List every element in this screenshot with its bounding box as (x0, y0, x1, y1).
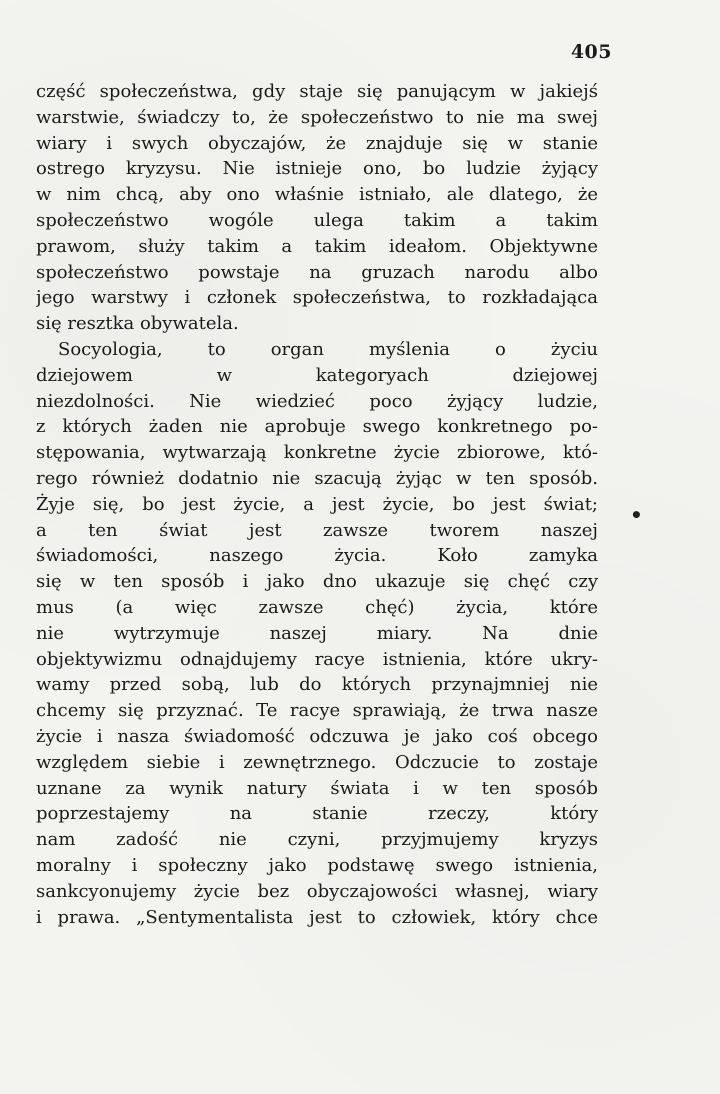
text-line: niezdolności. Nie wiedzieć poco żyjący ludzie, (36, 390, 598, 412)
text-line: Socyologia, to organ myślenia o życiu (58, 338, 598, 360)
text-line: i prawa. „Sentymentalista jest to człowiek, który chce (36, 906, 598, 928)
text-line: ostrego kryzysu. Nie istnieje ono, bo ludzie żyjący (36, 158, 598, 180)
text-line: społeczeństwo powstaje na gruzach narodu albo (36, 261, 598, 283)
text-line: część społeczeństwa, gdy staje się panującym w jakiejś (36, 81, 598, 102)
margin-mark: • (630, 503, 643, 527)
body-text (36, 79, 598, 930)
text-line: chcemy się przyznać. Te racye sprawiają, że trwa nasze (36, 700, 598, 722)
text-line: w nim chcą, aby ono właśnie istniało, ale dlatego, że (36, 184, 598, 206)
text-line: społeczeństwo wogóle ulega takim a takim (36, 209, 598, 231)
text-line: jego warstwy i członek społeczeństwa, to rozkładająca (36, 287, 598, 309)
text-line: warstwie, świadczy to, że społeczeństwo to nie ma swej (36, 106, 598, 128)
text-line: objektywizmu odnajdujemy racye istnienia, które ukry- (36, 648, 598, 670)
text-line: stępowania, wytwarzają konkretne życie zbiorowe, któ- (36, 442, 598, 464)
text-line: prawom, służy takim a takim ideałom. Objektywne (36, 235, 598, 257)
text-line: nam zadość nie czyni, przyjmujemy kryzys (36, 829, 598, 851)
text-line: względem siebie i zewnętrznego. Odczucie to zostaje (36, 751, 598, 773)
text-line: się w ten sposób i jako dno ukazuje się chęć czy (36, 571, 598, 593)
text-line: dziejowem w kategoryach dziejowej (36, 364, 598, 386)
text-line: mus (a więc zawsze chęć) życia, które (36, 596, 598, 618)
page-number: 405 (570, 41, 612, 63)
text-line: się resztka obywatela. (36, 313, 239, 335)
text-line: moralny i społeczny jako podstawę swego istnienia, (36, 854, 598, 876)
text-line: uznane za wynik natury świata i w ten sposób (36, 777, 598, 799)
text-line: wiary i swych obyczajów, że znajduje się w stanie (36, 132, 598, 154)
text-line: Żyje się, bo jest życie, a jest życie, bo jest świat; (36, 493, 598, 515)
text-line: świadomości, naszego życia. Koło zamyka (36, 545, 598, 567)
text-line: z których żaden nie aprobuje swego konkretnego po- (36, 416, 598, 438)
text-line: a ten świat jest zawsze tworem naszej (36, 519, 598, 541)
text-line: sankcyonujemy życie bez obyczajowości własnej, wiary (36, 880, 598, 902)
text-line: życie i nasza świadomość odczuwa je jako coś obcego (36, 725, 598, 747)
text-line: rego również dodatnio nie szacują żyjąc w ten sposób. (36, 467, 598, 489)
text-line: wamy przed sobą, lub do których przynajmniej nie (36, 674, 598, 696)
text-line: poprzestajemy na stanie rzeczy, który (36, 803, 598, 825)
text-line: nie wytrzymuje naszej miary. Na dnie (36, 622, 598, 644)
